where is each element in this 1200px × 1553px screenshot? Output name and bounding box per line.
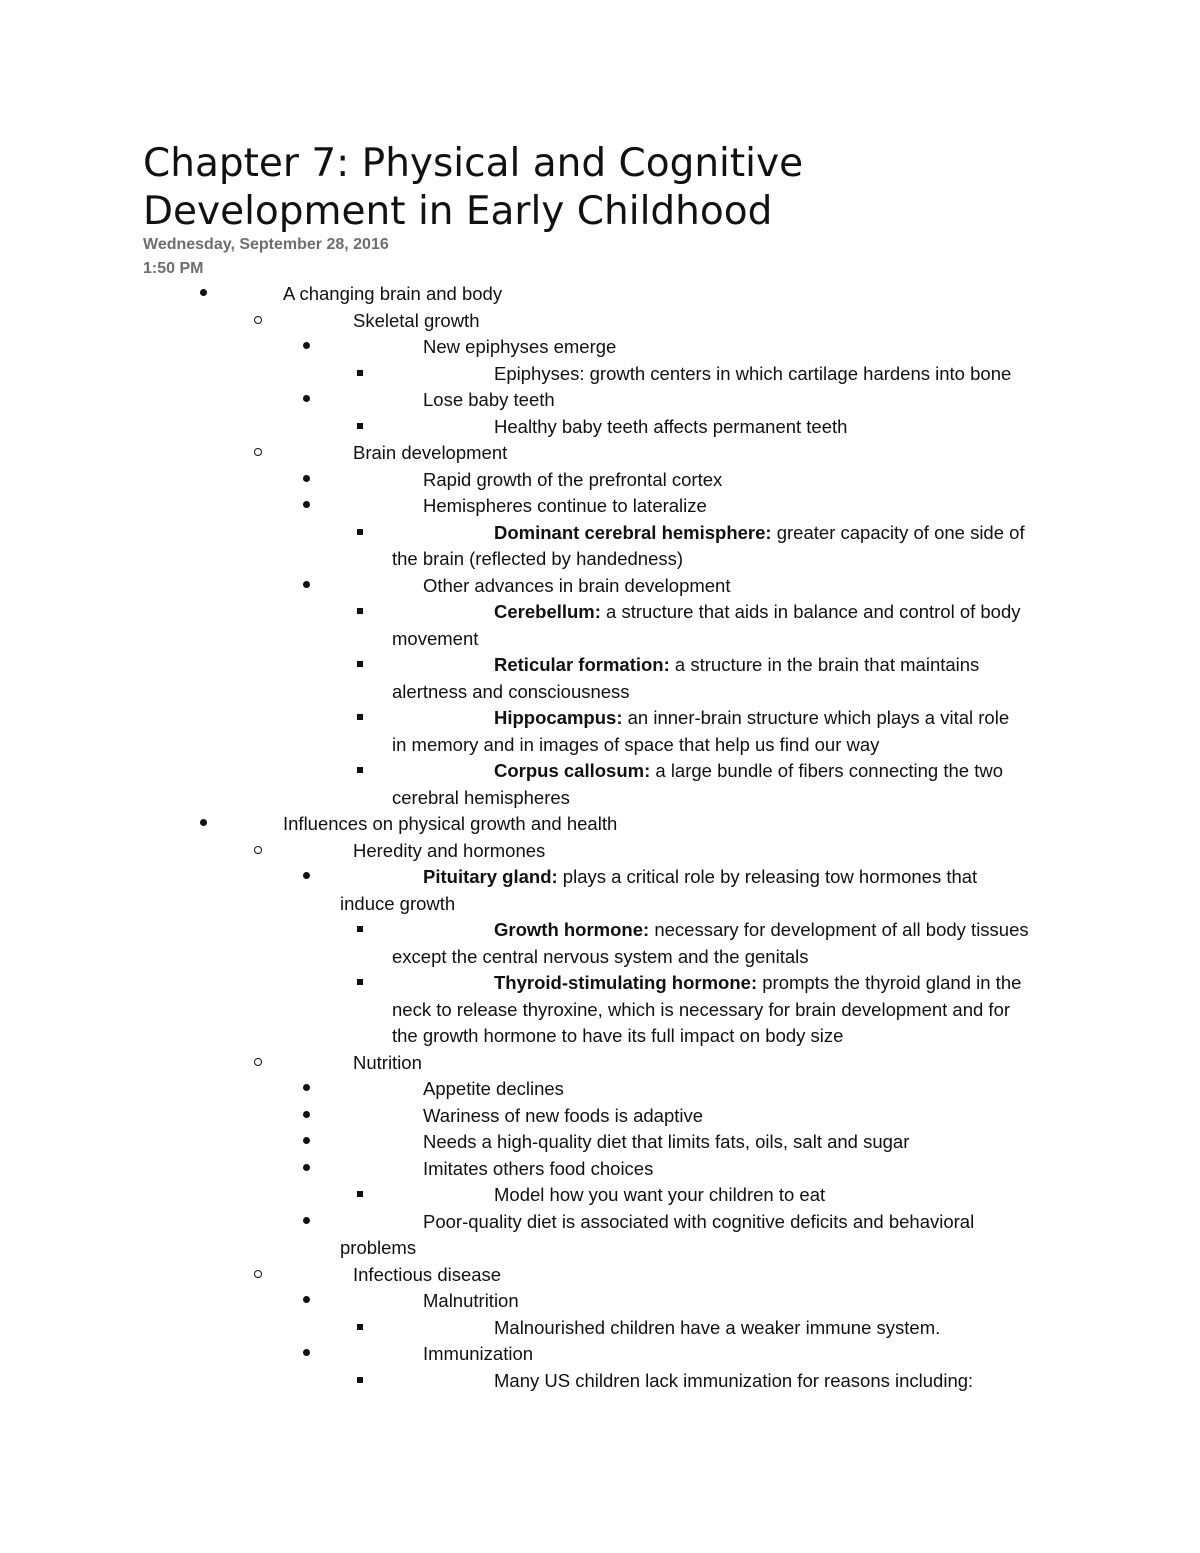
- item-text-continuation: cerebral hemispheres: [392, 786, 570, 808]
- item-text: Poor-quality diet is associated with cognitive deficits and behavioral: [423, 1210, 975, 1232]
- term-label: Pituitary gland:: [423, 866, 558, 887]
- outline-item-level-4: [0, 1315, 1200, 1342]
- outline-item-level-1: [0, 811, 1200, 838]
- term-label: Dominant cerebral hemisphere:: [494, 521, 772, 543]
- item-text: Malnourished children have a weaker immune system.: [494, 1316, 941, 1338]
- outline-item-level-4: [0, 917, 1200, 970]
- item-text: Rapid growth of the prefrontal cortex: [423, 468, 723, 490]
- item-text: necessary for development of all body tissues: [649, 919, 1029, 940]
- item-text-continuation: the growth hormone to have its full impact on body size: [392, 1025, 844, 1046]
- outline-item-level-2: [0, 440, 1200, 467]
- item-text: Needs a high-quality diet that limits fats, oils, salt and sugar: [423, 1131, 910, 1152]
- outline-item-level-3: [0, 1076, 1200, 1103]
- outline-item-level-4: [0, 361, 1200, 388]
- outline-item-level-4: [0, 758, 1200, 811]
- outline-item-level-4: [0, 652, 1200, 705]
- item-text-continuation: movement: [392, 627, 479, 649]
- item-text: a large bundle of fibers connecting the two: [650, 760, 1004, 781]
- outline-item-level-3: [0, 1288, 1200, 1315]
- item-text-continuation: the brain (reflected by handedness): [392, 548, 684, 569]
- outline-item-level-3: [0, 387, 1200, 414]
- outline-item-level-4: [0, 705, 1200, 758]
- item-text: Appetite declines: [423, 1078, 564, 1099]
- outline-item-level-4: [0, 1368, 1200, 1395]
- item-text: a structure in the brain that maintains: [669, 654, 980, 675]
- outline-item-level-3: [0, 467, 1200, 494]
- term-label: Hippocampus:: [494, 707, 623, 728]
- item-text: New epiphyses emerge: [423, 336, 617, 357]
- term-label: Corpus callosum:: [494, 760, 651, 781]
- outline-item-level-3: [0, 1103, 1200, 1130]
- item-text: an inner-brain structure which plays a vital role: [622, 707, 1010, 728]
- page-title: [143, 140, 1143, 236]
- item-text: Immunization: [423, 1343, 534, 1364]
- outline-item-level-3: [0, 1341, 1200, 1368]
- outline-item-level-4: [0, 414, 1200, 441]
- item-text: a structure that aids in balance and control of body: [600, 601, 1021, 622]
- item-text-continuation: problems: [340, 1237, 417, 1258]
- outline-item-level-2: [0, 1050, 1200, 1077]
- outline-item-level-3: [0, 1209, 1200, 1262]
- item-text: prompts the thyroid gland in the: [757, 972, 1022, 993]
- outline-item-level-2: [0, 838, 1200, 865]
- outline-item-level-3: [0, 864, 1200, 917]
- title-line-2: Development in Early Childhood: [143, 189, 773, 234]
- outline-list: [0, 281, 1200, 1394]
- item-text: Model how you want your children to eat: [494, 1184, 826, 1205]
- term-label: Cerebellum:: [494, 601, 601, 622]
- item-text: Many US children lack immunization for reasons including:: [494, 1369, 974, 1391]
- outline-item-level-4: [0, 599, 1200, 652]
- item-text: A changing brain and body: [283, 283, 503, 304]
- item-text: Lose baby teeth: [423, 389, 555, 410]
- item-text: Infectious disease: [353, 1263, 502, 1285]
- outline-item-level-2: [0, 308, 1200, 335]
- item-text: Other advances in brain development: [423, 574, 731, 596]
- outline-item-level-3: [0, 1129, 1200, 1156]
- item-text-continuation: alertness and consciousness: [392, 680, 630, 702]
- item-text-continuation: except the central nervous system and the genitals: [392, 945, 809, 967]
- term-label: Thyroid-stimulating hormone:: [494, 972, 758, 993]
- item-text-continuation: neck to release thyroxine, which is necessary for brain development and for: [392, 998, 1011, 1020]
- item-text: plays a critical role by releasing tow hormones that: [557, 866, 978, 887]
- outline-item-level-4: [0, 1182, 1200, 1209]
- item-text: Heredity and hormones: [353, 839, 546, 861]
- note-time: 1:50 PM: [143, 260, 204, 277]
- item-text: Malnutrition: [423, 1290, 519, 1311]
- item-text: Wariness of new foods is adaptive: [423, 1104, 704, 1126]
- item-text: greater capacity of one side of: [771, 521, 1025, 543]
- item-text: Brain development: [353, 442, 508, 463]
- item-text: Healthy baby teeth affects permanent teeth: [494, 415, 848, 437]
- title-line-1: Chapter 7: Physical and Cognitive: [143, 141, 804, 186]
- term-label: Reticular formation:: [494, 654, 670, 675]
- item-text: Hemispheres continue to lateralize: [423, 495, 707, 516]
- item-text: Epiphyses: growth centers in which cartilage hardens into bone: [494, 362, 1012, 384]
- item-text: Nutrition: [353, 1051, 422, 1073]
- outline-item-level-3: [0, 493, 1200, 520]
- outline-item-level-3: [0, 1156, 1200, 1183]
- item-text: Influences on physical growth and health: [283, 813, 618, 834]
- item-text-continuation: induce growth: [340, 892, 456, 914]
- outline-item-level-3: [0, 334, 1200, 361]
- outline-item-level-4: [0, 970, 1200, 1050]
- outline-item-level-1: [0, 281, 1200, 308]
- item-text-continuation: in memory and in images of space that help us find our way: [392, 733, 880, 755]
- item-text: Skeletal growth: [353, 309, 480, 331]
- term-label: Growth hormone:: [494, 919, 650, 940]
- outline-item-level-4: [0, 520, 1200, 573]
- outline-item-level-2: [0, 1262, 1200, 1289]
- item-text: Imitates others food choices: [423, 1157, 654, 1179]
- note-date: Wednesday, September 28, 2016: [143, 236, 389, 253]
- outline-item-level-3: [0, 573, 1200, 600]
